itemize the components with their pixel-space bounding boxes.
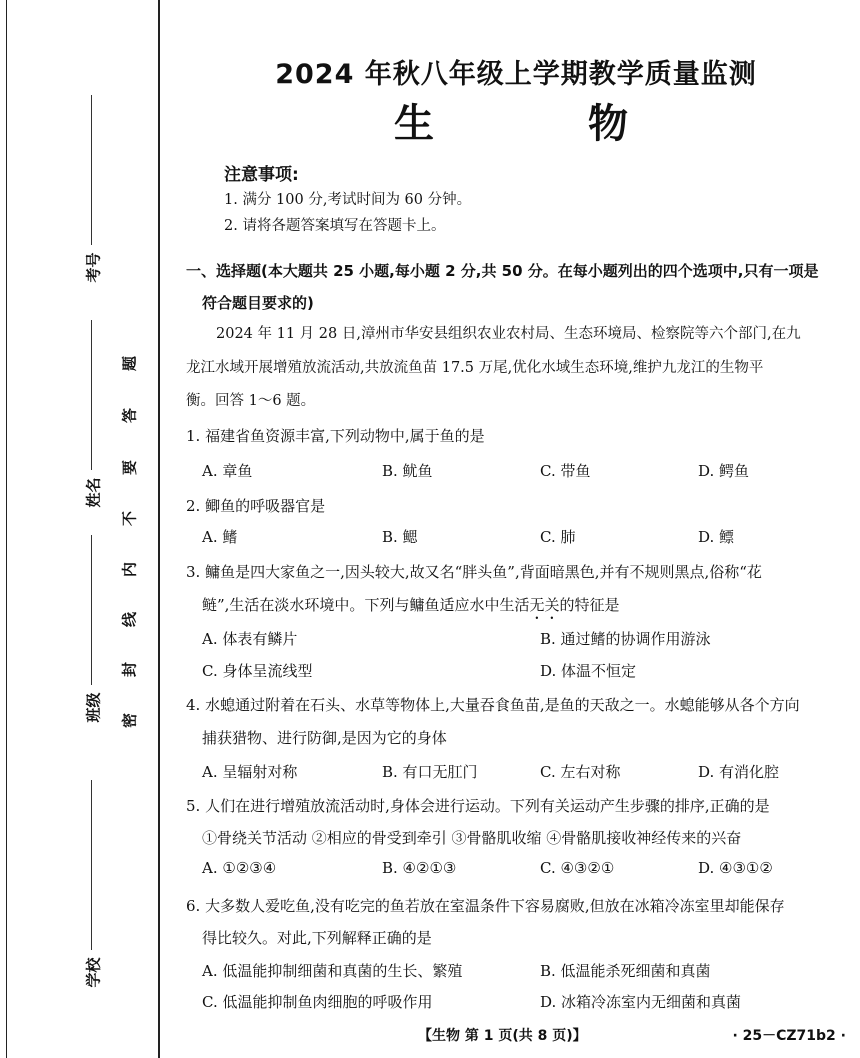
seal-char: 要 (120, 460, 139, 476)
question-stem: 3. 鳙鱼是四大家鱼之一,因头较大,故又名“胖头鱼”,背面暗黑色,并有不规则黑点,俗称“花 (186, 563, 762, 581)
seal-char: 封 (120, 662, 139, 678)
option: B. 有口无肛门 (382, 763, 478, 781)
question-stem-cont: 捕获猎物、进行防御,是因为它的身体 (202, 729, 447, 747)
option: D. 冰箱冷冻室内无细菌和真菌 (540, 993, 742, 1011)
notice-heading: 注意事项: (224, 165, 299, 185)
option: A. 鳍 (202, 528, 238, 546)
section-heading-cont: 符合题目要求的) (202, 294, 314, 312)
exam-number-line (91, 95, 92, 245)
option: D. 鳔 (698, 528, 735, 546)
class-label: 班级 (84, 692, 103, 723)
margin-edge-line (6, 0, 7, 1058)
binding-margin (0, 0, 175, 1058)
section-heading: 一、选择题(本大题共 25 小题,每小题 2 分,共 50 分。在每小题列出的四个选项中,只有一项是 (186, 262, 819, 280)
option: A. 体表有鳞片 (202, 630, 298, 648)
option: A. 低温能抑制细菌和真菌的生长、繁殖 (202, 962, 463, 980)
notice-item: 1. 满分 100 分,考试时间为 60 分钟。 (224, 192, 472, 208)
seal-char: 题 (120, 356, 139, 372)
question-stem-cont: 得比较久。对此,下列解释正确的是 (202, 929, 432, 947)
passage-line: 龙江水域开展增殖放流活动,共放流鱼苗 17.5 万尾,优化水域生态环境,维护九龙江的生物平 (186, 360, 764, 376)
school-line (91, 780, 92, 950)
exam-number-label: 考号 (84, 252, 103, 283)
stem-text: 鲢”,生活在淡水环境中。下列与鳙鱼适应水中生活 (202, 596, 530, 614)
option: D. 体温不恒定 (540, 662, 637, 680)
passage-line: 衡。回答 1～6 题。 (186, 393, 316, 409)
option: A. ①②③④ (202, 859, 277, 877)
page-number: 【生物 第 1 页(共 8 页)】 (418, 1028, 587, 1044)
question-stem-cont (202, 589, 860, 623)
seal-line (158, 0, 160, 1058)
option: C. 低温能抑制鱼肉细胞的呼吸作用 (202, 993, 433, 1011)
question-stem: 1. 福建省鱼资源丰富,下列动物中,属于鱼的是 (186, 427, 485, 445)
seal-char: 答 (120, 408, 139, 424)
name-line (91, 320, 92, 470)
school-label: 学校 (84, 957, 103, 988)
seal-char: 不 (120, 511, 139, 527)
name-label: 姓名 (84, 477, 103, 508)
option: C. 左右对称 (540, 763, 621, 781)
seal-char: 密 (120, 713, 139, 729)
seal-char: 内 (120, 562, 139, 578)
passage-line: 2024 年 11 月 28 日,漳州市华安县组织农业农村局、生态环境局、检察院等六个部门,在九 (216, 326, 801, 342)
class-line (91, 535, 92, 685)
subject-title: 生 物 (394, 101, 698, 147)
emphasis-text: 无关 (529, 596, 560, 614)
question-stem: 2. 鲫鱼的呼吸器官是 (186, 497, 326, 515)
option: C. 带鱼 (540, 462, 591, 480)
exam-title: 2024 年秋八年级上学期教学质量监测 (275, 59, 757, 90)
option: C. 肺 (540, 528, 576, 546)
seal-char: 线 (120, 612, 139, 628)
option: B. 通过鳍的协调作用游泳 (540, 630, 711, 648)
option: A. 章鱼 (202, 462, 253, 480)
option: B. ④②①③ (382, 859, 457, 877)
question-stem: 6. 大多数人爱吃鱼,没有吃完的鱼若放在室温条件下容易腐败,但放在冰箱冷冻室里却能保存 (186, 897, 785, 915)
option: B. 鳃 (382, 528, 418, 546)
option: D. ④③①② (698, 859, 773, 877)
question-steps: ①骨绕关节活动 ②相应的骨受到牵引 ③骨骼肌收缩 ④骨骼肌接收神经传来的兴奋 (202, 829, 742, 847)
option: D. 有消化腔 (698, 763, 780, 781)
stem-text: 的特征是 (559, 596, 620, 614)
option: B. 低温能杀死细菌和真菌 (540, 962, 711, 980)
question-stem: 4. 水螅通过附着在石头、水草等物体上,大量吞食鱼苗,是鱼的天敌之一。水螅能够从各个方向 (186, 696, 800, 714)
question-stem: 5. 人们在进行增殖放流活动时,身体会进行运动。下列有关运动产生步骤的排序,正确的是 (186, 797, 770, 815)
paper-code: · 25－CZ71b2 · (732, 1028, 846, 1044)
option: A. 呈辐射对称 (202, 763, 298, 781)
option: C. 身体呈流线型 (202, 662, 313, 680)
option: B. 鱿鱼 (382, 462, 433, 480)
notice-item: 2. 请将各题答案填写在答题卡上。 (224, 218, 446, 234)
option: D. 鳄鱼 (698, 462, 750, 480)
option: C. ④③②① (540, 859, 615, 877)
